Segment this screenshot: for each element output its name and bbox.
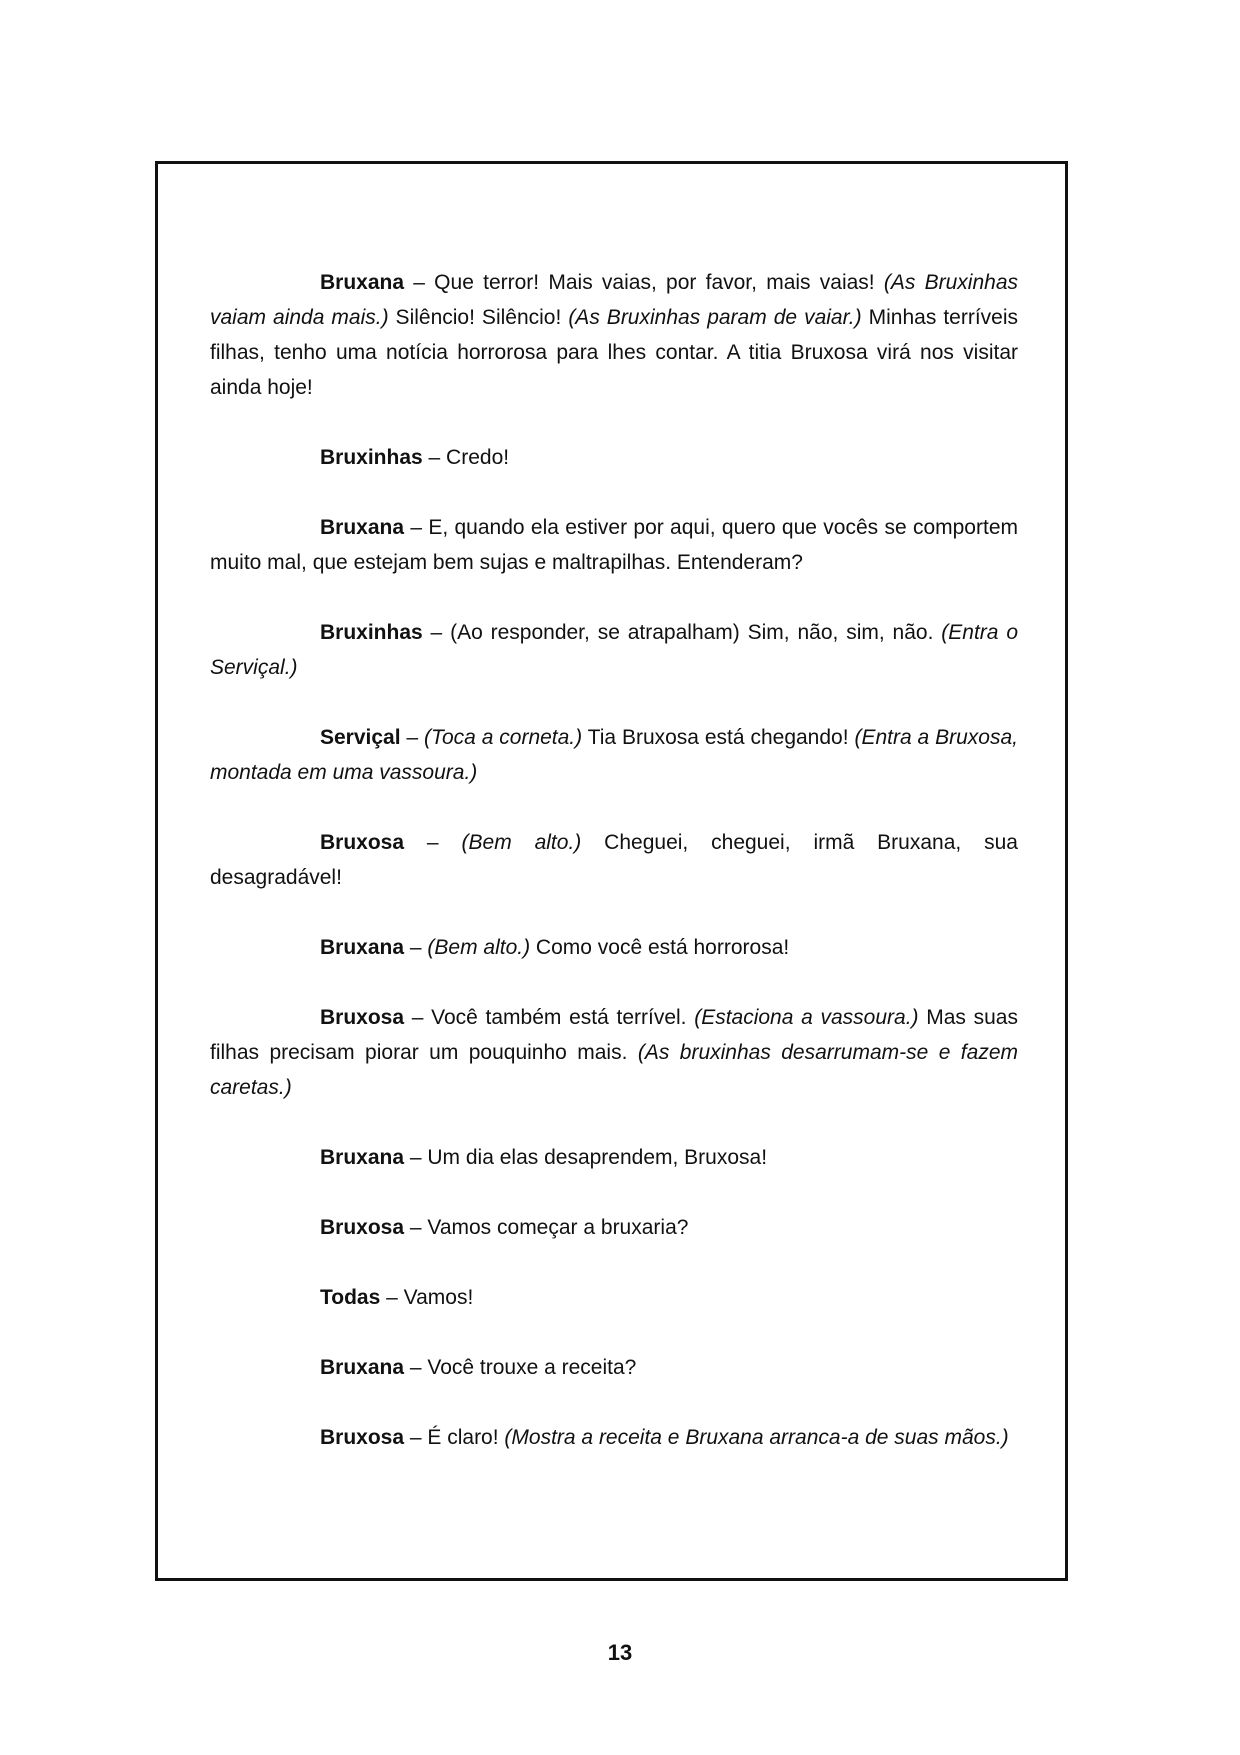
stage-direction: (Bem alto.) bbox=[461, 831, 582, 854]
dialogue-line bbox=[210, 1420, 1018, 1455]
dialogue-line bbox=[210, 510, 1018, 580]
stage-direction: (Entra a Bruxosa, montada em uma vassoura.) bbox=[210, 726, 1018, 784]
dialogue-line bbox=[210, 615, 1018, 685]
speaker-name: Bruxana bbox=[320, 516, 405, 539]
speaker-name: Bruxosa bbox=[320, 1426, 405, 1449]
dialogue-text: Minhas terríveis filhas, tenho uma notícia horrorosa para lhes contar. A titia Bruxosa virá nos visitar ainda hoje! bbox=[210, 306, 1019, 399]
dialogue-text: – É claro! bbox=[404, 1426, 505, 1449]
dialogue-line bbox=[210, 265, 1018, 405]
speaker-name: Bruxinhas bbox=[320, 621, 423, 644]
dialogue-line bbox=[210, 1210, 1018, 1245]
dialogue-text: – E, quando ela estiver por aqui, quero que vocês se comportem muito mal, que estejam bem sujas e maltrapilhas. Entenderam? bbox=[210, 516, 1018, 574]
dialogue-text: Cheguei, cheguei, irmã Bruxana, sua desagradável! bbox=[210, 831, 1018, 889]
dialogue-line bbox=[210, 930, 1018, 965]
dialogue-line bbox=[210, 1350, 1018, 1385]
speaker-name: Todas bbox=[320, 1286, 381, 1309]
page-number: 13 bbox=[607, 1640, 633, 1665]
speaker-name: Bruxosa bbox=[320, 1006, 405, 1029]
speaker-name: Bruxinhas bbox=[320, 446, 423, 469]
dialogue-text: Como você está horrorosa! bbox=[530, 936, 790, 959]
stage-direction: (Mostra a receita e Bruxana arranca-a de suas mãos.) bbox=[504, 1426, 1009, 1449]
dialogue-line bbox=[210, 1000, 1018, 1105]
dialogue-text: – (Ao responder, se atrapalham) Sim, não, sim, não. bbox=[422, 621, 942, 644]
script-body bbox=[210, 265, 1018, 1490]
dialogue-text: – Um dia elas desaprendem, Bruxosa! bbox=[404, 1146, 768, 1169]
dialogue-text: – Você também está terrível. bbox=[404, 1006, 695, 1029]
dialogue-text: Silêncio! Silêncio! bbox=[388, 306, 569, 329]
speaker-name: Bruxana bbox=[320, 271, 405, 294]
dialogue-line bbox=[210, 1280, 1018, 1315]
speaker-name: Serviçal bbox=[320, 726, 401, 749]
dialogue-text: – Vamos! bbox=[380, 1286, 474, 1309]
stage-direction: (As bruxinhas desarrumam-se e fazem caretas.) bbox=[210, 1041, 1018, 1099]
stage-direction: (Bem alto.) bbox=[427, 936, 531, 959]
dialogue-line bbox=[210, 720, 1018, 790]
dialogue-text: – Credo! bbox=[422, 446, 510, 469]
speaker-name: Bruxosa bbox=[320, 1216, 405, 1239]
dialogue-text: Mas suas filhas precisam piorar um pouquinho mais. bbox=[210, 1006, 1018, 1064]
dialogue-text: – bbox=[404, 831, 462, 854]
stage-direction: (As Bruxinhas param de vaiar.) bbox=[568, 306, 862, 329]
dialogue-text: – bbox=[404, 936, 428, 959]
dialogue-text: – bbox=[400, 726, 425, 749]
speaker-name: Bruxana bbox=[320, 1356, 405, 1379]
dialogue-text: – Você trouxe a receita? bbox=[404, 1356, 637, 1379]
speaker-name: Bruxana bbox=[320, 936, 405, 959]
dialogue-line bbox=[210, 1140, 1018, 1175]
speaker-name: Bruxana bbox=[320, 1146, 405, 1169]
speaker-name: Bruxosa bbox=[320, 831, 405, 854]
dialogue-line bbox=[210, 440, 1018, 475]
stage-direction: (Estaciona a vassoura.) bbox=[694, 1006, 919, 1029]
stage-direction: (As Bruxinhas vaiam ainda mais.) bbox=[210, 271, 1018, 329]
dialogue-text: – Que terror! Mais vaias, por favor, mais vaias! bbox=[404, 271, 884, 294]
stage-direction: (Entra o Serviçal.) bbox=[210, 621, 1018, 679]
stage-direction: (Toca a corneta.) bbox=[424, 726, 583, 749]
dialogue-text: Tia Bruxosa está chegando! bbox=[582, 726, 855, 749]
dialogue-line bbox=[210, 825, 1018, 895]
dialogue-text: – Vamos começar a bruxaria? bbox=[404, 1216, 689, 1239]
